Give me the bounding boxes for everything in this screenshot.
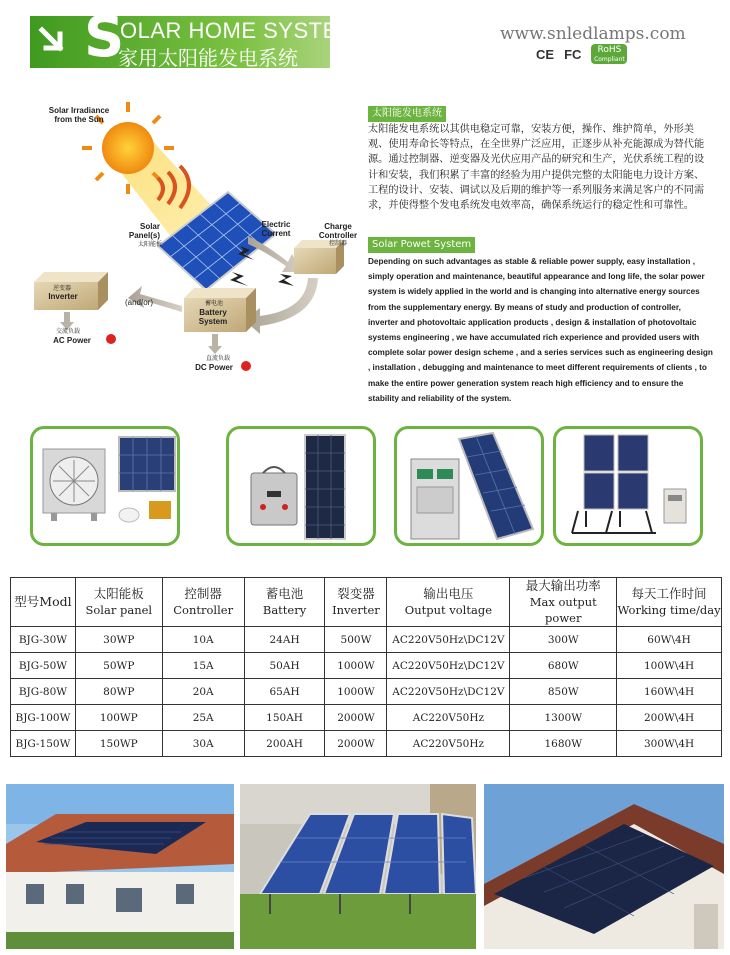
panel-label: Solar Panel(s) bbox=[128, 222, 160, 240]
table-header-row bbox=[11, 578, 722, 627]
battery-label: Battery System bbox=[198, 308, 228, 326]
col-header-en: Solar panel bbox=[85, 603, 153, 617]
rohs-label: RoHS bbox=[597, 45, 622, 55]
rohs-badge bbox=[591, 44, 627, 64]
ac-label-cn: 交流负载 bbox=[55, 329, 80, 335]
col-header-controller bbox=[162, 578, 244, 627]
en-description: Depending on such advantages as stable & reliable power supply, easy installation , simply operation and maintenance, beautiful appearance and long life, the solar power system is widely applied in the world and is changing into alternative energy sources from the supplementary energy. By means of study and production of controller, inverter and photovoltaic application products , design & installation of photovoltaic systems engineering , we have accumulated rich experience and provided users with complete solar power design scheme , and a series services such as engineering design , installation , debugging and maintenance to meet different requirements of clients , to make the entire power generation system reach high efficiency and to ensure the stability and reliability of the system. bbox=[368, 257, 713, 403]
current-label: Electric Current bbox=[261, 220, 291, 238]
cell-working-time: 100W\4H bbox=[617, 653, 722, 679]
col-header-en: Working time/day bbox=[617, 603, 721, 617]
cell-battery: 65AH bbox=[244, 679, 325, 705]
col-header-en: Max output power bbox=[529, 595, 597, 625]
house-roof-image bbox=[6, 784, 234, 949]
inverter-label: Inverter bbox=[48, 292, 78, 301]
roof-panels-image bbox=[484, 784, 724, 949]
cell-battery: 200AH bbox=[244, 731, 325, 757]
cell-inverter: 1000W bbox=[325, 653, 387, 679]
col-header-cn: 蓄电池 bbox=[265, 586, 304, 601]
cell-controller: 15A bbox=[162, 653, 244, 679]
cell-working-time: 60W\4H bbox=[617, 627, 722, 653]
ac-label: AC Power bbox=[53, 336, 91, 345]
col-header-cn: 输出电压 bbox=[423, 586, 474, 601]
cell-working-time: 200W\4H bbox=[617, 705, 722, 731]
cell-solar-panel: 30WP bbox=[75, 627, 162, 653]
cell-controller: 10A bbox=[162, 627, 244, 653]
col-header-model bbox=[11, 578, 76, 627]
fan-kit-image bbox=[33, 429, 180, 546]
page-title: OLAR HOME SYSTEM bbox=[120, 18, 357, 43]
col-header-output-voltage bbox=[387, 578, 510, 627]
arrow-down-right-icon bbox=[36, 24, 72, 60]
controller-label-cn: 控制器 bbox=[328, 241, 347, 247]
andor-label: (and/or) bbox=[124, 298, 153, 307]
photo-ground-array bbox=[240, 784, 476, 949]
cabinet-kit-image bbox=[397, 429, 544, 546]
website-link[interactable]: www.snledlamps.com bbox=[500, 24, 686, 44]
cn-section-tag: 太阳能发电系统 bbox=[368, 106, 446, 122]
col-header-working-time bbox=[617, 578, 722, 627]
cell-working-time: 160W\4H bbox=[617, 679, 722, 705]
cell-controller: 20A bbox=[162, 679, 244, 705]
col-header-cn: 型号Modl bbox=[14, 594, 72, 609]
cell-output-voltage: AC220V50Hz\DC12V bbox=[387, 627, 510, 653]
col-header-battery bbox=[244, 578, 325, 627]
ac-power-icon bbox=[106, 334, 116, 344]
cell-model: BJG-80W bbox=[11, 679, 76, 705]
cell-solar-panel: 100WP bbox=[75, 705, 162, 731]
arrow-to-dc bbox=[208, 334, 222, 354]
ground-array-image bbox=[240, 784, 476, 949]
col-header-solar-panel bbox=[75, 578, 162, 627]
dc-power-icon bbox=[241, 361, 251, 371]
product-card-array-kit[interactable] bbox=[553, 426, 703, 546]
cell-working-time: 300W\4H bbox=[617, 731, 722, 757]
cell-output-voltage: AC220V50Hz bbox=[387, 705, 510, 731]
cell-inverter: 2000W bbox=[325, 731, 387, 757]
cell-battery: 150AH bbox=[244, 705, 325, 731]
table-row bbox=[11, 679, 722, 705]
arrow-to-controller bbox=[248, 236, 302, 272]
col-header-cn: 裂变器 bbox=[337, 586, 375, 601]
col-header-en: Inverter bbox=[332, 603, 380, 617]
cell-solar-panel: 150WP bbox=[75, 731, 162, 757]
cell-max-power: 300W bbox=[510, 627, 617, 653]
cell-battery: 50AH bbox=[244, 653, 325, 679]
cell-max-power: 850W bbox=[510, 679, 617, 705]
portable-kit-image bbox=[229, 429, 376, 546]
cell-model: BJG-150W bbox=[11, 731, 76, 757]
certification-logos bbox=[536, 44, 627, 64]
spec-table bbox=[10, 577, 722, 757]
page-header bbox=[0, 0, 730, 80]
cell-controller: 25A bbox=[162, 705, 244, 731]
battery-label-cn: 蓄电池 bbox=[204, 301, 223, 307]
table-row bbox=[11, 627, 722, 653]
col-header-en: Controller bbox=[173, 603, 234, 617]
product-card-portable-kit[interactable] bbox=[226, 426, 376, 546]
col-header-cn: 每天工作时间 bbox=[631, 586, 707, 601]
panel-label-cn: 太阳能板 bbox=[137, 242, 162, 248]
cell-max-power: 1300W bbox=[510, 705, 617, 731]
cell-solar-panel: 80WP bbox=[75, 679, 162, 705]
cell-model: BJG-100W bbox=[11, 705, 76, 731]
cell-output-voltage: AC220V50Hz bbox=[387, 731, 510, 757]
cell-max-power: 680W bbox=[510, 653, 617, 679]
controller-label: Charge Controller bbox=[318, 222, 358, 240]
dc-label: DC Power bbox=[195, 363, 233, 372]
col-header-cn: 控制器 bbox=[184, 586, 222, 601]
table-row bbox=[11, 653, 722, 679]
cell-inverter: 500W bbox=[325, 627, 387, 653]
table-row bbox=[11, 705, 722, 731]
cell-output-voltage: AC220V50Hz\DC12V bbox=[387, 679, 510, 705]
sun-label: Solar Irradiance from the Sun bbox=[48, 106, 110, 124]
dc-label-cn: 直流负载 bbox=[205, 356, 230, 362]
en-section-tag: Solar Powet System bbox=[368, 237, 475, 253]
cell-output-voltage: AC220V50Hz\DC12V bbox=[387, 653, 510, 679]
col-header-cn: 太阳能板 bbox=[93, 586, 144, 601]
cell-controller: 30A bbox=[162, 731, 244, 757]
cell-max-power: 1680W bbox=[510, 731, 617, 757]
cell-battery: 24AH bbox=[244, 627, 325, 653]
solar-system-diagram bbox=[18, 96, 358, 386]
cell-model: BJG-50W bbox=[11, 653, 76, 679]
photo-house-roof bbox=[6, 784, 234, 949]
product-card-cabinet-kit[interactable] bbox=[394, 426, 544, 546]
page-title-cn: 家用太阳能发电系统 bbox=[118, 46, 298, 70]
cell-inverter: 1000W bbox=[325, 679, 387, 705]
rohs-sub: Compliant bbox=[594, 56, 625, 63]
array-kit-image bbox=[556, 429, 703, 546]
fc-mark-icon: FC bbox=[564, 46, 582, 62]
cn-description: 太阳能发电系统以其供电稳定可靠，安装方便，操作、维护简单，外形美观、使用寿命长等特点，在全世界广泛应用，正逐步从补充能源成为替代能源。通过控制器、逆变器及光伏应用产品的研究和生产，光伏系统工程的设计和安装，我们积累了丰富的经验为用户提供完整的太阳能电力设计方案、工程的设计、安装、调试以及后期的维护等一系列服务来满足客户的不同需求，并使得整个发电系统发电效率高，确保系统运行的稳定性和可靠性。 bbox=[368, 124, 705, 212]
col-header-en: Battery bbox=[262, 603, 307, 617]
table-row bbox=[11, 731, 722, 757]
title-initial: S bbox=[84, 5, 125, 70]
col-header-en: Output voltage bbox=[404, 603, 493, 617]
cell-inverter: 2000W bbox=[325, 705, 387, 731]
product-card-fan-kit[interactable] bbox=[30, 426, 180, 546]
photo-roof-panels bbox=[484, 784, 724, 949]
cell-solar-panel: 50WP bbox=[75, 653, 162, 679]
inverter-label-cn: 逆变器 bbox=[52, 286, 71, 292]
col-header-inverter bbox=[325, 578, 387, 627]
cell-model: BJG-30W bbox=[11, 627, 76, 653]
col-header-max-power bbox=[510, 578, 617, 627]
col-header-cn: 最大输出功率 bbox=[525, 578, 601, 593]
ce-mark-icon: CE bbox=[536, 46, 555, 62]
